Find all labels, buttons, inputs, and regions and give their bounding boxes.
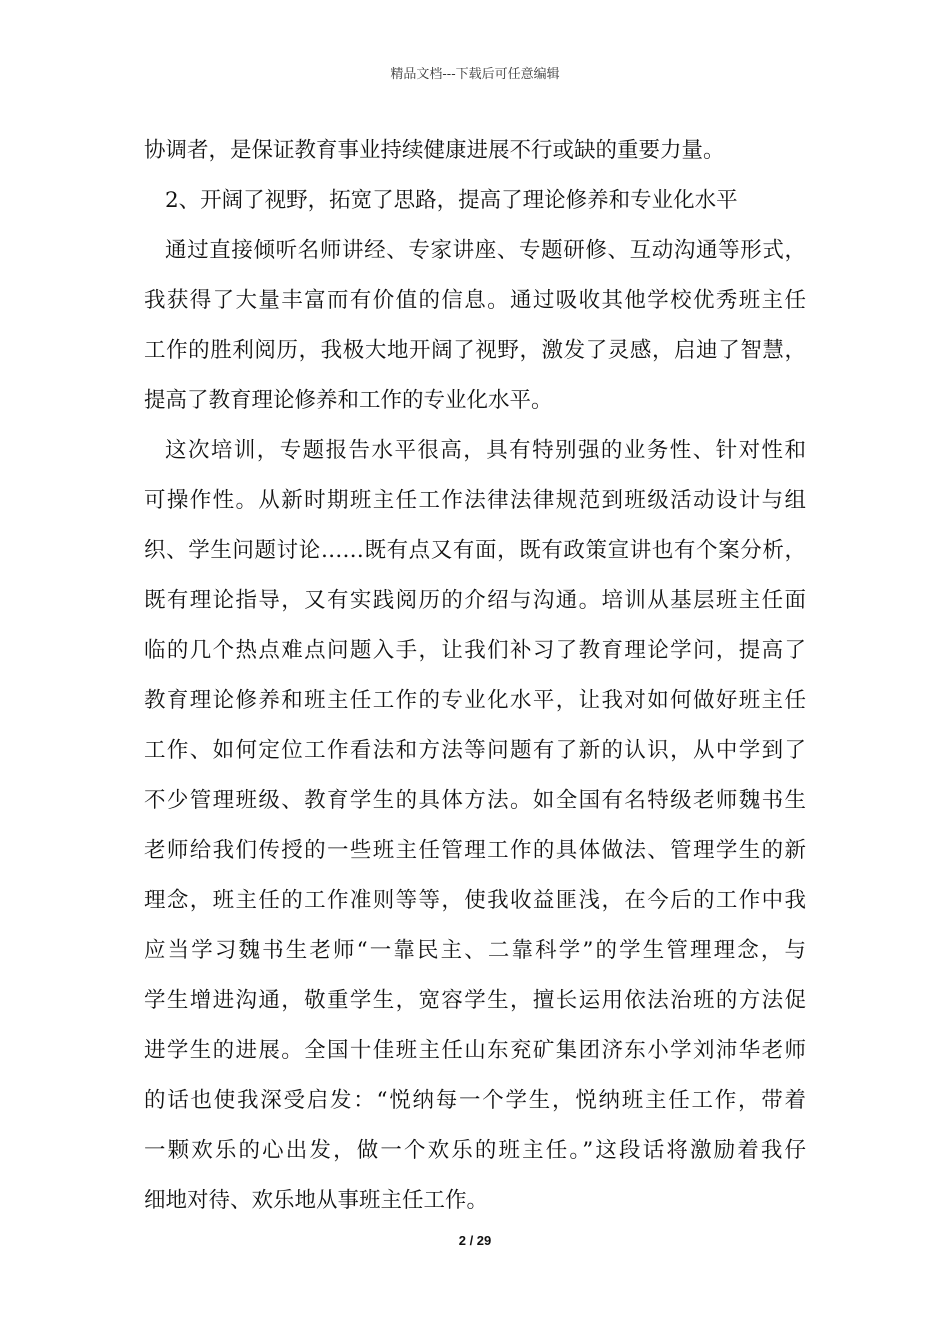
text-line: 可操作性。从新时期班主任工作法律法律规范到班级活动设计与组 <box>144 488 806 513</box>
text-line: 提高了教育理论修养和工作的专业化水平。 <box>144 388 553 413</box>
text-line: 2、开阔了视野，拓宽了思路，提高了理论修养和专业化水平 <box>165 188 738 213</box>
text-line: 应当学习魏书生老师“一靠民主、二靠科学”的学生管理理念，与 <box>144 938 806 963</box>
text-line: 这次培训，专题报告水平很高，具有特别强的业务性、针对性和 <box>165 438 806 463</box>
text-line: 一颗欢乐的心出发，做一个欢乐的班主任。”这段话将激励着我仔 <box>144 1138 806 1163</box>
text-line: 我获得了大量丰富而有价值的信息。通过吸收其他学校优秀班主任 <box>144 288 806 313</box>
text-line: 协调者，是保证教育事业持续健康进展不行或缺的重要力量。 <box>144 138 725 163</box>
text-line: 学生增进沟通，敬重学生，宽容学生，擅长运用依法治班的方法促 <box>144 988 806 1013</box>
text-line: 织、学生问题讨论……既有点又有面，既有政策宣讲也有个案分析， <box>144 538 806 563</box>
text-line: 的话也使我深受启发：“悦纳每一个学生，悦纳班主任工作，带着 <box>144 1088 806 1113</box>
text-line: 老师给我们传授的一些班主任管理工作的具体做法、管理学生的新 <box>144 838 806 863</box>
text-line: 教育理论修养和班主任工作的专业化水平，让我对如何做好班主任 <box>144 688 806 713</box>
text-line: 工作、如何定位工作看法和方法等问题有了新的认识，从中学到了 <box>144 738 806 763</box>
text-line: 既有理论指导，又有实践阅历的介绍与沟通。培训从基层班主任面 <box>144 588 806 613</box>
page-number: 2 / 29 <box>458 1233 492 1248</box>
text-line: 通过直接倾听名师讲经、专家讲座、专题研修、互动沟通等形式， <box>165 238 806 263</box>
text-line: 细地对待、欢乐地从事班主任工作。 <box>144 1188 489 1213</box>
page-header: 精品文档---下载后可任意编辑 <box>390 67 560 82</box>
body-text <box>144 126 806 1226</box>
text-line: 进学生的进展。全国十佳班主任山东兖矿集团济东小学刘沛华老师 <box>144 1038 806 1063</box>
text-line: 不少管理班级、教育学生的具体方法。如全国有名特级老师魏书生 <box>144 788 806 813</box>
text-line: 理念，班主任的工作准则等等，使我收益匪浅，在今后的工作中我 <box>144 888 806 913</box>
text-line: 工作的胜利阅历，我极大地开阔了视野，激发了灵感，启迪了智慧， <box>144 338 806 363</box>
text-line: 临的几个热点难点问题入手，让我们补习了教育理论学问，提高了 <box>144 638 806 663</box>
